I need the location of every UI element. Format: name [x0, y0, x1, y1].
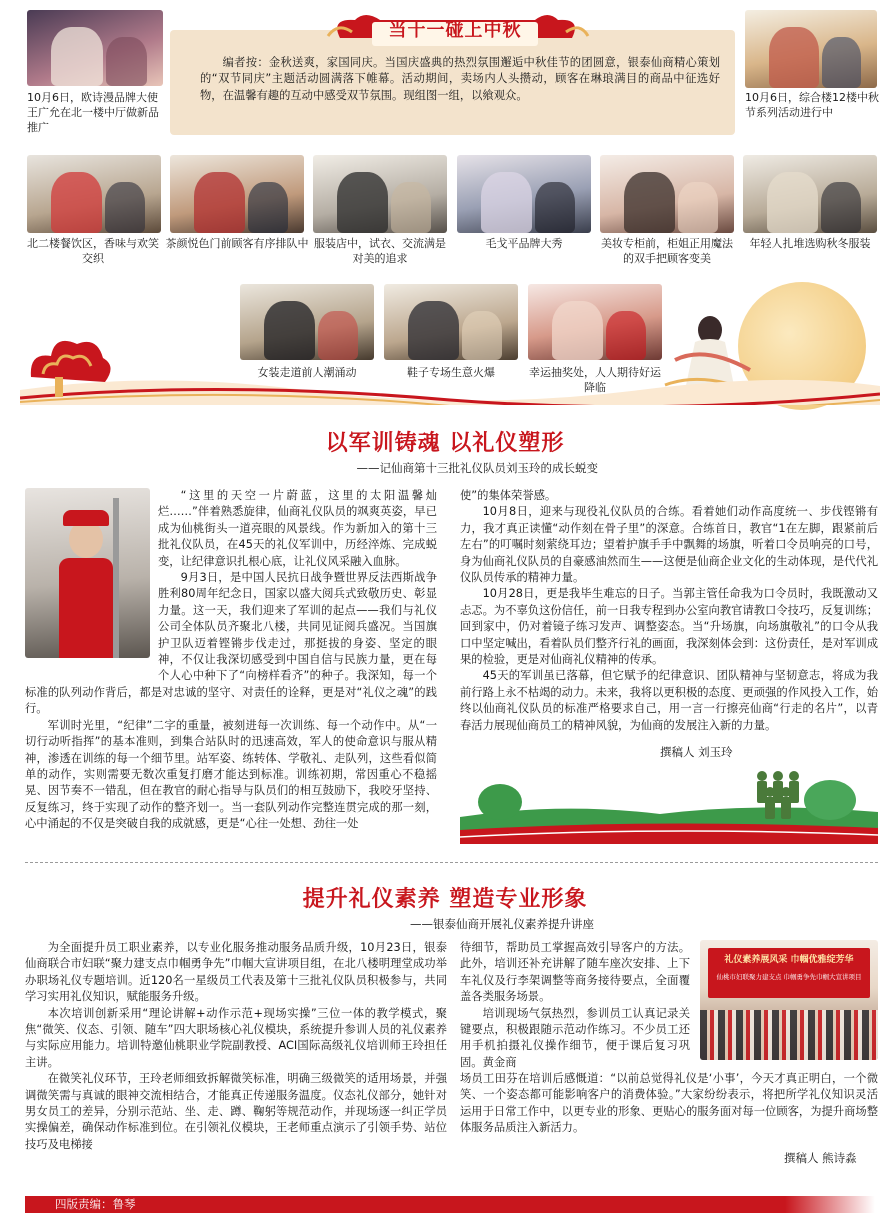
article1-author: 撰稿人 刘玉玲: [660, 745, 733, 759]
photo-brand-promotion: [27, 10, 163, 86]
photo-autumn-clothing: [743, 155, 877, 233]
photo-womens-wear: [240, 284, 374, 360]
caption-clothing-store: 服装店中，试衣、交流满是对美的追求: [314, 237, 446, 265]
article2-paragraph: 培训现场气氛热烈，参训员工认真记录关键要点，积极跟随示范动作练习。不少员工还用手机拍摄礼仪操作细节，便于课后复习巩固。黄金商: [460, 1006, 690, 1069]
banner-text: 礼仪素养展风采 巾帼优雅绽芳华: [724, 955, 854, 965]
photo-lecture-group: [700, 940, 878, 1060]
article1-paragraph: 9月3日，是中国人民抗日战争暨世界反法西斯战争胜利80周年纪念日，国家以盛大阅兵式致敬历史、彰显力量。这一天，我们迎来了军训的起点——我们与礼仪公司全体队员齐聚北八楼，共同见证阅兵盛况。当国旗护卫队迈着铿锵步伐走过，那挺拔的身姿、坚定的眼神，不仅让我深切感受到中国自信与民族力量，更在每个人心中种下了“向榜样看齐”的种子。我深知，每一个标准的队列动作背后，都是对忠诚的坚守、对责任的诠释，更是对“礼仪之魂”的践行。: [25, 571, 437, 716]
caption-tea-shop: 茶颜悦色门前顾客有序排队中: [165, 237, 309, 250]
footer-editor: 四版责编：鲁琴: [55, 1197, 136, 1211]
article2-paragraph: 为全面提升员工职业素养，以专业化服务推动服务品质升级，10月23日，银泰仙商联合市妇联“聚力建支点巾帼勇争先”巾帼大宣讲项目组，在北八楼明理堂成功举办职场礼仪专题培训。近120名一星级员工代表及第十三批礼仪队员积极参与，共同学习实用礼仪知识，赋能服务升级。: [25, 941, 447, 1004]
article2-title: 提升礼仪素养 塑造专业形象: [302, 886, 588, 912]
article1-paragraph: 45天的军训虽已落幕，但它赋予的纪律意识、团队精神与坚韧意志，将成为我前行路上永不枯竭的动力。未来，我将以更积极的态度、更顽强的作风投入工作，始终以仙商礼仪队员的标准严格要求自己，用一言一行擦亮仙商“行走的名片”，以青春活力展现仙商员工的精神风貌，为仙商的发展注入新的力量。: [460, 669, 878, 732]
article1-paragraph: “这里的天空一片蔚蓝，这里的太阳温馨灿烂……”伴着熟悉旋律，仙商礼仪队员的飒爽英姿，早已成为仙桃街头一道亮眼的风景线。作为新加入的第十三批礼仪队员，在45天的礼仪军训中，历经淬炼、完成蜕变，让纪律意识扎根心底，让礼仪风采融入血脉。: [158, 489, 437, 568]
article2-paragraph: 待细节，帮助员工掌握高效引导客户的方法。此外，培训还补充讲解了随车座次安排、上下车礼仪及行李架调整等商务接待要点，全面覆盖各类服务场景。: [460, 941, 690, 1004]
article1-left-column: [25, 488, 437, 833]
editor-note: 编者按：金秋送爽，家国同庆。当国庆盛典的热烈氛围邂逅中秋佳节的团圆意，银泰仙商精心策划的“双节同庆”主题活动圆满落下帷幕。活动期间，卖场内人头攒动，顾客在琳琅满目的商品中征选好物，在温馨有趣的互动中感受双节氛围。现组图一组，以飨观众。: [200, 56, 720, 102]
footer-bar: [0, 1192, 890, 1217]
caption-fashion-show: 毛戈平品牌大秀: [485, 237, 563, 250]
photo-mid-autumn-event: [745, 10, 877, 88]
caption-lucky-draw: 幸运抽奖处，人人期待好运降临: [529, 366, 661, 394]
article2-paragraph: 在微笑礼仪环节，王玲老师细致拆解微笑标准，明确三级微笑的适用场景，并强调微笑需与真诚的眼神交流相结合，才能真正传递服务温度。仪态礼仪部分，她针对男女员工的差异，分别示范站、坐、走、蹲、鞠躬等规范动作，并现场逐一纠正学员实操偏差，确保动作标准到位。在引领礼仪模块，王老师重点演示了引领手势、站位技巧及电梯接: [25, 1072, 447, 1151]
article1-subtitle: ——记仙商第十三批礼仪队员刘玉玲的成长蜕变: [356, 461, 598, 475]
caption-brand-promotion: 10月6日，欧诗漫品牌大使王广允在北一楼中厅做新品推广: [27, 91, 159, 134]
article1-paragraph: 军训时光里，“纪律”二字的重量，被刻进每一次训练、每一个动作中。从“一切行动听指挥”的基本准则，到集合站队时的迅速高效，军人的使命意识与服从精神，渗透在训练的每一个细节里。站军姿、练转体、学敬礼、走队列，这些看似简单的动作，实则需要无数次重复打磨才能达到标准。训练初期，常因重心不稳摇晃、因节奏不一错乱，但在教官的耐心指导与队员们的相互鼓励下，我咬牙坚持、反复练习，终于实现了动作的整齐划一。当一套队列动作完整连贯完成的那一刻，心中涌起的不仅是突破自我的成就感，更是“心往一处想、劲往一处: [25, 718, 437, 831]
article2-subtitle: ——银泰仙商开展礼仪素养提升讲座: [410, 917, 594, 931]
caption-shoe-section: 鞋子专场生意火爆: [407, 366, 495, 379]
article1-paragraph: 10月28日，更是我毕生难忘的日子。当郭主管任命我为口令员时，我既激动又忐忑。为不辜负这份信任，前一日我专程到办公室向教官请教口令技巧，反复训练；回到家中，仍对着镜子练习发声、调整姿态。当“升场旗，向场旗敬礼”的口令从我口中坚定喊出，看着队员们整齐行礼的画面，我深刻体会到：这份责任，是对军训成果的检验，更是对仙商礼仪精神的传承。: [460, 587, 878, 667]
photo-fashion-show: [457, 155, 591, 233]
ornament-left-cloud: [25, 322, 115, 397]
photo-cosmetics-counter: [600, 155, 734, 233]
article2-right-bottom: 场员工田芬在培训后感慨道：“以前总觉得礼仪是‘小事’，今天才真正明白，一个微笑、一个姿态都可能影响客户的消费体验。”大家纷纷表示，将把所学礼仪知识灵活运用于日常工作中，以更专业的形象、更贴心的服务面对每一位顾客，为提升商场整体服务品质注入新活力。: [460, 1072, 878, 1135]
caption-womens-wear: 女装走道前人潮涌动: [257, 366, 357, 379]
article2-right-top: [460, 940, 690, 1071]
article1-paragraph: 使”的集体荣誉感。: [460, 489, 557, 502]
article1-right-column: [460, 488, 878, 734]
banner-subtext: 仙桃市妇联聚力建支点 巾帼勇争先巾帼大宣讲项目: [716, 973, 862, 981]
article2-left-column: [25, 940, 447, 1153]
caption-autumn-clothing: 年轻人扎堆选购秋冬服装: [749, 237, 871, 250]
caption-dining-area: 北二楼餐饮区，香味与欢笑交织: [27, 237, 159, 265]
training-illustration: [460, 762, 878, 844]
article1-paragraph: 10月8日，迎来与现役礼仪队员的合练。看着她们动作高度统一、步伐铿锵有力，我才真正读懂“动作刻在骨子里”的深意。合练首日，教官“1在左脚，跟紧前后左右”的叮嘱时刻萦绕耳边；望着护旗手手中飘舞的场旗，听着口令员响亮的口号，身为仙商礼仪队员的自豪感油然而生——这便是仙商企业文化的生动体现，是代代礼仪队员传承的精神力量。: [460, 505, 878, 585]
caption-cosmetics-counter: 美妆专柜前，柜姐正用魔法的双手把顾客变美: [601, 237, 733, 265]
article2-paragraph: 本次培训创新采用“理论讲解+动作示范+现场实操”三位一体的教学模式，聚焦“微笑、仪态、引领、随车”四大职场核心礼仪模块，系统提升参训人员的礼仪素养与实际应用能力。培训特邀仙桃职业学院副教授、ACI国际高级礼仪培训师王玲担任主讲。: [25, 1006, 447, 1069]
photo-tea-shop: [170, 155, 304, 233]
photo-dining-area: [27, 155, 161, 233]
article1-title: 以军训铸魂 以礼仪塑形: [325, 430, 565, 456]
caption-mid-autumn-event: 10月6日，综合楼12楼中秋节系列活动进行中: [745, 91, 879, 119]
mid-autumn-title: 当十一碰上中秋: [388, 20, 522, 41]
photo-lucky-draw: [528, 284, 662, 360]
article2-author: 撰稿人 熊诗淼: [784, 1151, 857, 1165]
photo-clothing-store: [313, 155, 447, 233]
section-divider: [25, 862, 878, 863]
photo-shoe-section: [384, 284, 518, 360]
